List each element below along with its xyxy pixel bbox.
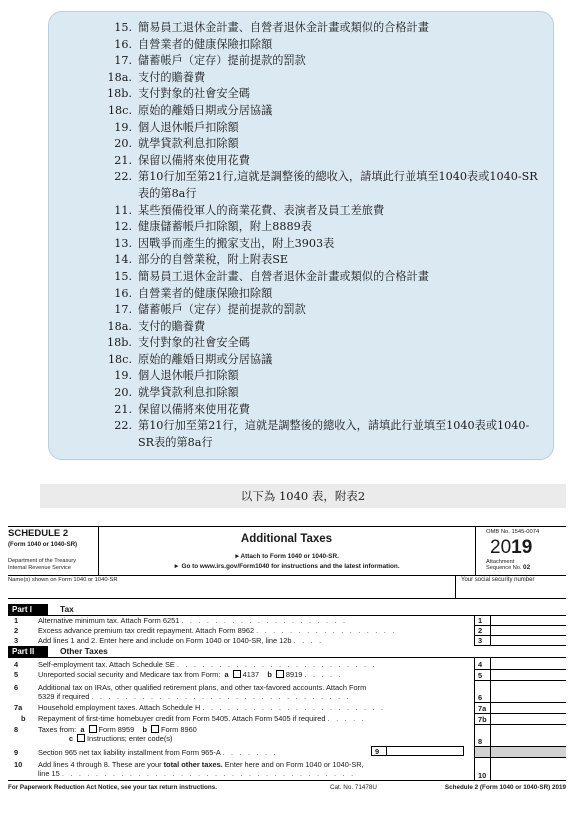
omb-number: OMB No. 1545-0074	[486, 529, 540, 535]
line-9-shaded-amount	[491, 747, 566, 758]
line-6-amount[interactable]	[491, 681, 566, 703]
agency-block	[8, 558, 98, 571]
name-field-label: Name(s) shown on Form 1040 or 1040-SR	[8, 577, 118, 583]
line-5-amount[interactable]	[491, 670, 566, 681]
option-a-letter: a	[224, 670, 229, 679]
item-number: 20.	[114, 386, 132, 400]
item-text: 某些預備役軍人的商業花費、表演者及員工差旅費	[138, 203, 385, 217]
item-number: 18b.	[107, 87, 132, 101]
list-item	[49, 37, 553, 54]
option-a-letter: a	[80, 725, 85, 734]
form-8919-checkbox[interactable]	[276, 670, 284, 678]
irs-label: Internal Revenue Service	[8, 564, 71, 571]
dept-treasury: Department of the Treasury	[8, 558, 77, 564]
line-ref	[474, 626, 491, 636]
item-text: 儲蓄帳戶（定存）提前提款的罰款	[138, 54, 306, 68]
item-number: 16.	[114, 286, 132, 300]
form-8960-label: Form 8960	[161, 725, 197, 734]
part-2-header	[8, 646, 566, 658]
line-label-cont: 5329 if required	[38, 692, 90, 702]
item-number: 19.	[114, 369, 132, 383]
line-9-ref	[371, 746, 387, 756]
list-item	[49, 385, 553, 402]
line-ref	[474, 758, 491, 780]
list-item	[49, 418, 553, 451]
item-text: 支付的贍養費	[138, 70, 206, 84]
item-number: 18c.	[107, 352, 132, 366]
line-label-tail: Enter here and on Form 1040 or 1040-SR,	[222, 760, 364, 769]
sequence-text: Sequence No.	[486, 565, 522, 572]
line-ref-number: 3	[478, 636, 483, 645]
item-text: 因戰爭而產生的搬家支出，附上3903表	[138, 236, 335, 250]
schedule-2-form	[8, 526, 566, 793]
list-item	[49, 252, 553, 269]
list-item	[49, 219, 553, 236]
catalog-number: Cat. No. 71478U	[330, 784, 377, 791]
line-number: 10	[14, 760, 23, 769]
line-label: Taxes from:	[38, 725, 77, 734]
line-number: 8	[14, 725, 19, 734]
item-number: 22.	[114, 419, 132, 433]
item-number: 14.	[114, 253, 132, 267]
item-text: 就學貸款利息扣除額	[138, 386, 239, 400]
form-8959-label: Form 8959	[98, 725, 135, 734]
item-text: 自營業者的健康保險扣除額	[138, 286, 273, 300]
item-number: 18c.	[107, 103, 132, 117]
list-item	[49, 153, 553, 170]
item-text: 儲蓄帳戶（定存）提前提款的罰款	[138, 303, 306, 317]
item-text: 簡易員工退休金計畫、自營者退休金計畫或類似的合格計畫	[138, 269, 429, 283]
item-text: 部分的自營業稅，附上附表SE	[138, 253, 289, 267]
line-label: Repayment of first-time homebuyer credit from Form 5405. Attach Form 5405 if required	[38, 714, 326, 723]
line-ref	[474, 703, 491, 714]
item-text: 支付的贍養費	[138, 319, 206, 333]
line-ref	[474, 616, 491, 626]
line-7a	[8, 703, 566, 714]
ssn-field[interactable]	[455, 576, 567, 598]
attachment-sequence	[486, 559, 530, 572]
form-intro-band	[40, 484, 566, 508]
list-item	[49, 368, 553, 385]
line-9	[8, 747, 566, 758]
omb-block	[475, 527, 567, 575]
schedule-name: SCHEDULE 2	[8, 528, 69, 539]
item-text: 原始的離婚日期或分居協議	[138, 103, 273, 117]
line-ref	[474, 725, 491, 747]
part-2-tag: Part II	[8, 646, 48, 657]
line-text	[38, 725, 468, 743]
list-item	[49, 53, 553, 70]
line-number: 3	[14, 636, 19, 645]
form-title: Additional Taxes	[240, 533, 333, 545]
line-3-amount[interactable]	[491, 636, 566, 646]
item-text: 第10行加至第21行，這就是調整後的總收入，請填此行並填至1040表或1040-SR表的第8a行	[138, 419, 530, 449]
list-item	[49, 20, 553, 37]
form-intro-text: 以下為 1040 表，附表2	[240, 489, 366, 503]
line-number: 7a	[14, 703, 23, 712]
line-label: Self-employment tax. Attach Schedule SE	[38, 660, 175, 669]
taxpayer-name-row	[8, 576, 566, 599]
list-item	[49, 86, 553, 103]
line-ref	[474, 681, 491, 703]
item-text: 第10行加至第21行,這就是調整後的總收入，請填此行並填至1040表或1040-SR表的第8a行	[138, 170, 538, 200]
option-b-letter: b	[142, 725, 147, 734]
item-number: 12.	[114, 220, 132, 234]
item-number: 22.	[114, 170, 132, 184]
line-ref	[474, 636, 491, 646]
line-text: Repayment of first-time homebuyer credit from Form 5405. Attach Form 5405 if required . . . . .	[38, 714, 366, 723]
line-label-cont: line 15	[38, 769, 60, 779]
item-number: 21.	[114, 402, 132, 416]
adjustments-callout	[48, 11, 554, 460]
line-ref-number: 4	[478, 660, 483, 669]
line-ref	[474, 658, 491, 670]
line-label: Excess advance premium tax credit repayment. Attach Form 8962	[38, 626, 255, 635]
line-ref-number: 8	[478, 737, 483, 746]
line-9-shaded-ref	[474, 747, 491, 758]
item-number: 18a.	[107, 70, 132, 84]
line-number: 2	[14, 626, 19, 635]
item-text: 個人退休帳戶扣除額	[138, 120, 239, 134]
item-number: 15.	[114, 21, 132, 34]
line-text: Excess advance premium tax credit repayment. Attach Form 8962 . . . . . . . . . . . . . . . . .	[38, 626, 397, 635]
line-3	[8, 636, 566, 646]
item-text: 簡易員工退休金計畫、自營者退休金計畫或類似的合格計畫	[138, 21, 429, 34]
option-b-letter: b	[267, 670, 272, 679]
line-number: b	[21, 714, 26, 723]
list-item	[49, 269, 553, 286]
instructions-checkbox[interactable]	[77, 734, 85, 742]
line-label: Household employment taxes. Attach Schedule H	[38, 703, 201, 712]
list-item	[49, 70, 553, 87]
list-item	[49, 286, 553, 303]
item-text: 支付對象的社會安全碼	[138, 87, 250, 101]
list-item	[49, 203, 553, 220]
line-ref-number: 2	[478, 626, 483, 635]
list-item	[49, 136, 553, 153]
line-label: Section 965 net tax liability installment from Form 965-A	[38, 748, 221, 757]
item-text: 支付對象的社會安全碼	[138, 336, 250, 350]
item-number: 16.	[114, 37, 132, 51]
line-7b-amount[interactable]	[491, 714, 566, 725]
item-number: 15.	[114, 269, 132, 283]
item-number: 17.	[114, 303, 132, 317]
item-text: 自營業者的健康保險扣除額	[138, 37, 273, 51]
item-text: 健康儲蓄帳戶扣除額，附上8889表	[138, 220, 312, 234]
tax-year-century: 20	[490, 537, 512, 558]
line-number: 1	[14, 616, 19, 625]
item-text: 就學貸款利息扣除額	[138, 137, 239, 151]
line-4	[8, 658, 566, 670]
form-footer-id: Schedule 2 (Form 1040 or 1040-SR) 2019	[444, 784, 566, 791]
item-text: 原始的離婚日期或分居協議	[138, 352, 273, 366]
form-4137-label: 4137	[242, 670, 260, 679]
list-item	[49, 402, 553, 419]
list-item	[49, 302, 553, 319]
line-ref-number: 7a	[478, 704, 487, 713]
line-label: Unreported social security and Medicare tax from Form:	[38, 670, 221, 679]
line-10-amount[interactable]	[491, 758, 566, 780]
line-label: Add lines 1 and 2. Enter here and include on Form 1040 or 1040-SR, line 12b	[38, 636, 292, 645]
line-ref-number: 10	[478, 771, 487, 780]
part-2-title: Other Taxes	[60, 646, 108, 656]
line-label: Additional tax on IRAs, other qualified retirement plans, and other tax-favored accounts. Attach Form	[38, 683, 367, 692]
line-text: Self-employment tax. Attach Schedule SE . . . . . . . . . . . . . . . . . . . . . . . .	[38, 660, 377, 669]
line-text: Household employment taxes. Attach Schedule H . . . . . . . . . . . . . . . . . . . . . .	[38, 703, 386, 712]
list-item	[49, 103, 553, 120]
schedule-subtitle: (Form 1040 or 1040-SR)	[8, 541, 78, 548]
line-8	[8, 725, 566, 747]
item-text: 保留以備將來使用花費	[138, 153, 250, 167]
line-text: Alternative minimum tax. Attach Form 6251 . . . . . . . . . . . . . . . . . . . .	[38, 616, 348, 625]
item-number: 20.	[114, 137, 132, 151]
item-number: 13.	[114, 236, 132, 250]
line-text: Unreported social security and Medicare tax from Form: a 4137 b 8919 . . . . .	[38, 670, 343, 679]
line-10	[8, 758, 566, 780]
line-label: Alternative minimum tax. Attach Form 6251	[38, 616, 180, 625]
list-item	[49, 169, 553, 202]
line-2-amount[interactable]	[491, 626, 566, 636]
option-c-letter: c	[68, 734, 73, 744]
item-number: 18b.	[107, 336, 132, 350]
line-2	[8, 626, 566, 636]
line-1	[8, 616, 566, 626]
part-1-title: Tax	[60, 604, 74, 614]
list-item	[49, 236, 553, 253]
form-8959-checkbox[interactable]	[89, 725, 97, 733]
item-number: 18a.	[107, 319, 132, 333]
item-text: 保留以備將來使用花費	[138, 402, 250, 416]
line-4-amount[interactable]	[491, 658, 566, 670]
form-footer	[8, 780, 566, 793]
line-label: Add lines 4 through 8. These are your	[38, 760, 164, 769]
list-item	[49, 120, 553, 137]
line-text: Additional tax on IRAs, other qualified retirement plans, and other tax-favored accounts. Attach Form 5329 if required . . . . . . . . . . . . . . . . . . . . . . . . . . . . . . .	[38, 683, 367, 702]
item-number: 11.	[114, 203, 132, 217]
line-ref-number: 5	[478, 671, 483, 680]
line-number: 5	[14, 670, 19, 679]
adjustments-list	[49, 20, 553, 451]
line-5	[8, 670, 566, 681]
ssn-field-label: Your social security number	[461, 577, 535, 583]
attach-instruction: ►Attach to Form 1040 or 1040-SR.	[234, 553, 339, 560]
item-number: 21.	[114, 153, 132, 167]
line-label-bold: total other taxes.	[163, 760, 223, 769]
line-7a-amount[interactable]	[491, 703, 566, 714]
line-ref-number: 6	[478, 693, 483, 702]
line-1-amount[interactable]	[491, 616, 566, 626]
line-text: Section 965 net tax liability installment from Form 965-A . . . . . . .	[38, 748, 278, 757]
line-ref-number: 1	[478, 616, 483, 625]
form-8960-checkbox[interactable]	[151, 725, 159, 733]
part-1-tag: Part I	[8, 604, 48, 615]
form-title-block	[98, 527, 475, 575]
line-ref-number: 7b	[478, 715, 487, 724]
line-text: Add lines 4 through 8. These are your total other taxes. Enter here and on Form 1040 or 1040-SR, line 15 . . . . . . . . . . . . . . . . . . . . . . . . . . . . . . . . . . .	[38, 760, 364, 779]
list-item	[49, 352, 553, 369]
line-text: Add lines 1 and 2. Enter here and include on Form 1040 or 1040-SR, line 12b . . . .	[38, 636, 324, 645]
list-item	[49, 335, 553, 352]
line-ref	[474, 714, 491, 725]
attachment-label: Attachment	[486, 559, 515, 565]
sequence-number: 02	[523, 564, 531, 572]
item-text: 個人退休帳戶扣除額	[138, 369, 239, 383]
line-7b	[8, 714, 566, 725]
line-8-amount[interactable]	[491, 725, 566, 747]
form-8919-label: 8919	[285, 670, 303, 679]
line-ref	[474, 670, 491, 681]
form-header	[8, 526, 566, 576]
item-number: 19.	[114, 120, 132, 134]
line-number: 4	[14, 660, 19, 669]
item-number: 17.	[114, 54, 132, 68]
form-4137-checkbox[interactable]	[233, 670, 241, 678]
sequence-label	[486, 565, 530, 571]
line-number: 9	[14, 748, 19, 757]
part-1-header	[8, 604, 566, 616]
line-9-ref-number: 9	[375, 747, 380, 756]
instructions-link-text: ► Go to www.irs.gov/Form1040 for instructions and the latest information.	[173, 563, 400, 570]
line-9-amount[interactable]	[386, 746, 464, 756]
instructions-label: Instructions; enter code(s)	[87, 734, 173, 744]
form-id-block	[8, 527, 99, 575]
line-number: 6	[14, 683, 19, 692]
list-item	[49, 319, 553, 336]
tax-year	[490, 537, 532, 559]
paperwork-notice: For Paperwork Reduction Act Notice, see your tax return instructions.	[8, 784, 218, 791]
line-6	[8, 681, 566, 703]
tax-year-digits: 19	[511, 537, 533, 558]
